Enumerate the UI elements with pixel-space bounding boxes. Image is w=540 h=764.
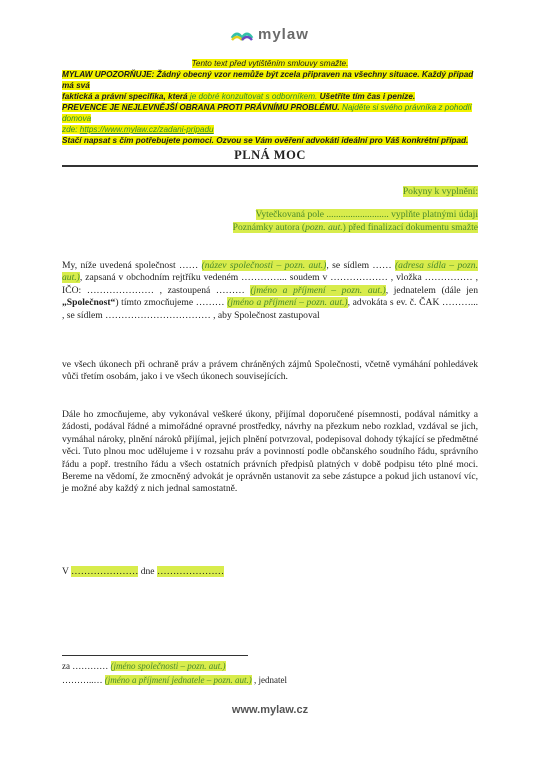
warning-notice (62, 58, 478, 146)
notice-line-2: : Žádný obecný vzor nemůže být zcela připraven na všechny situace. Každý případ má svá (62, 70, 474, 90)
notice-line-3c: Ušetříte tím čas i peníze. (317, 92, 416, 101)
paragraph-parties: My, níže uvedená společnost …… (název společnosti – pozn. aut.), se sídlem …… (adresa sídla – pozn. aut.), zapsaná v obchodním rejtříku vedeném …………... soudem v ……………… , vložka …………… , IČO: ………………… , zastoupená ……… (jméno a příjmení – pozn. aut.), jednatelem (dále jen „Společnost“) tímto zmocňujeme ……… (jméno a příjmení – pozn. aut.), advokáta s ev. č. ČAK ………... , se sídlem …………………………… , aby Společnost zastupoval (62, 260, 479, 321)
instructions-line-2: Poznámky autora (pozn. aut.) před finalizací dokumentu smažte (232, 222, 478, 233)
title-divider (62, 165, 478, 167)
placeholder-representative: (jméno a příjmení – pozn. aut.) (250, 284, 386, 296)
mylaw-logo (230, 28, 320, 46)
paragraph-powers: Dále ho zmocňujeme, aby vykonával veškeré úkony, přijímal doporučené písemnosti, podával námitky a žádosti, podával řádné a mimořádné opravné prostředky, návrhy na přezkum nebo rozklad, vzdával se jich, vymáhal nároky, plnění nároků přijímal, jejich plnění potvrzoval, podepisoval dohody týkající se předmětné věci. Tuto plnou moc udělujeme i v rozsahu práv a povinností podle občanského soudního řádu, správního řádu a popř. trestního řádu a všech ostatních právních předpisů platných v době podpisu této plné moci. Bereme na vědomí, že zmocněný advokát je oprávněn ustanovit za sebe zástupce a pokud jich ustanoví víc, je možné aby každý z nich jednal samostatně. (62, 409, 478, 495)
footer-url: www.mylaw.cz (231, 704, 309, 716)
signature-executive: ………..… (jméno a příjmení jednatele – pozn. aut.) , jednatel (62, 675, 287, 685)
notice-line-4a: PREVENCE JE NEJLEVNĚJŠÍ OBRANA PROTI PRÁVNÍMU PROBLÉMU. (62, 103, 340, 112)
place-date-line: V ………………… dne ………………… (62, 566, 225, 577)
paragraph-scope: ve všech úkonech při ochraně práv a právem chráněných zájmů Společnosti, včetně vymáhání pohledávek vůči třetím osobám, jako i ve všech úkonech souvisejících. (62, 359, 478, 383)
notice-line-5a: zde: (62, 125, 80, 134)
signature-line (62, 655, 248, 656)
placeholder-attorney: (jméno a příjmení – pozn. aut.) (227, 297, 348, 309)
instructions-line-1: Vytečkovaná pole .......................... vyplňte platnými údaji (255, 209, 478, 220)
logo-text: mylaw (258, 26, 309, 43)
instructions-heading: Pokyny k vyplnění: (402, 186, 478, 197)
notice-link[interactable]: https://www.mylaw.cz/zadani-pripadu (79, 125, 214, 134)
notice-line-1: Tento text před vytištěním smlouvy smažte. (191, 59, 349, 68)
notice-line-3b: je dobré konzultovat s odborníkem. (189, 92, 318, 101)
signature-company: za ………… (jméno společnosti – pozn. aut.) (62, 661, 226, 671)
page-title: PLNÁ MOC (234, 148, 306, 162)
logo-mark-icon (230, 28, 256, 44)
placeholder-address: (adresa sídla – pozn. aut.) (62, 260, 478, 284)
notice-line-3a: faktická a právní specifika, která (62, 92, 190, 101)
placeholder-company-name: (název společnosti – pozn. aut.) (201, 260, 327, 271)
defined-term: „Společnost“ (62, 297, 116, 309)
notice-label: MYLAW UPOZORŇUJE (62, 70, 152, 79)
notice-line-4b: Najděte si svého právníka z pohodlí domova (62, 103, 472, 123)
notice-line-6: Stačí napsat s čím potřebujete pomoci. Ozvou se Vám ověření advokáti ideální pro Váš konkrétní případ. (62, 136, 469, 145)
